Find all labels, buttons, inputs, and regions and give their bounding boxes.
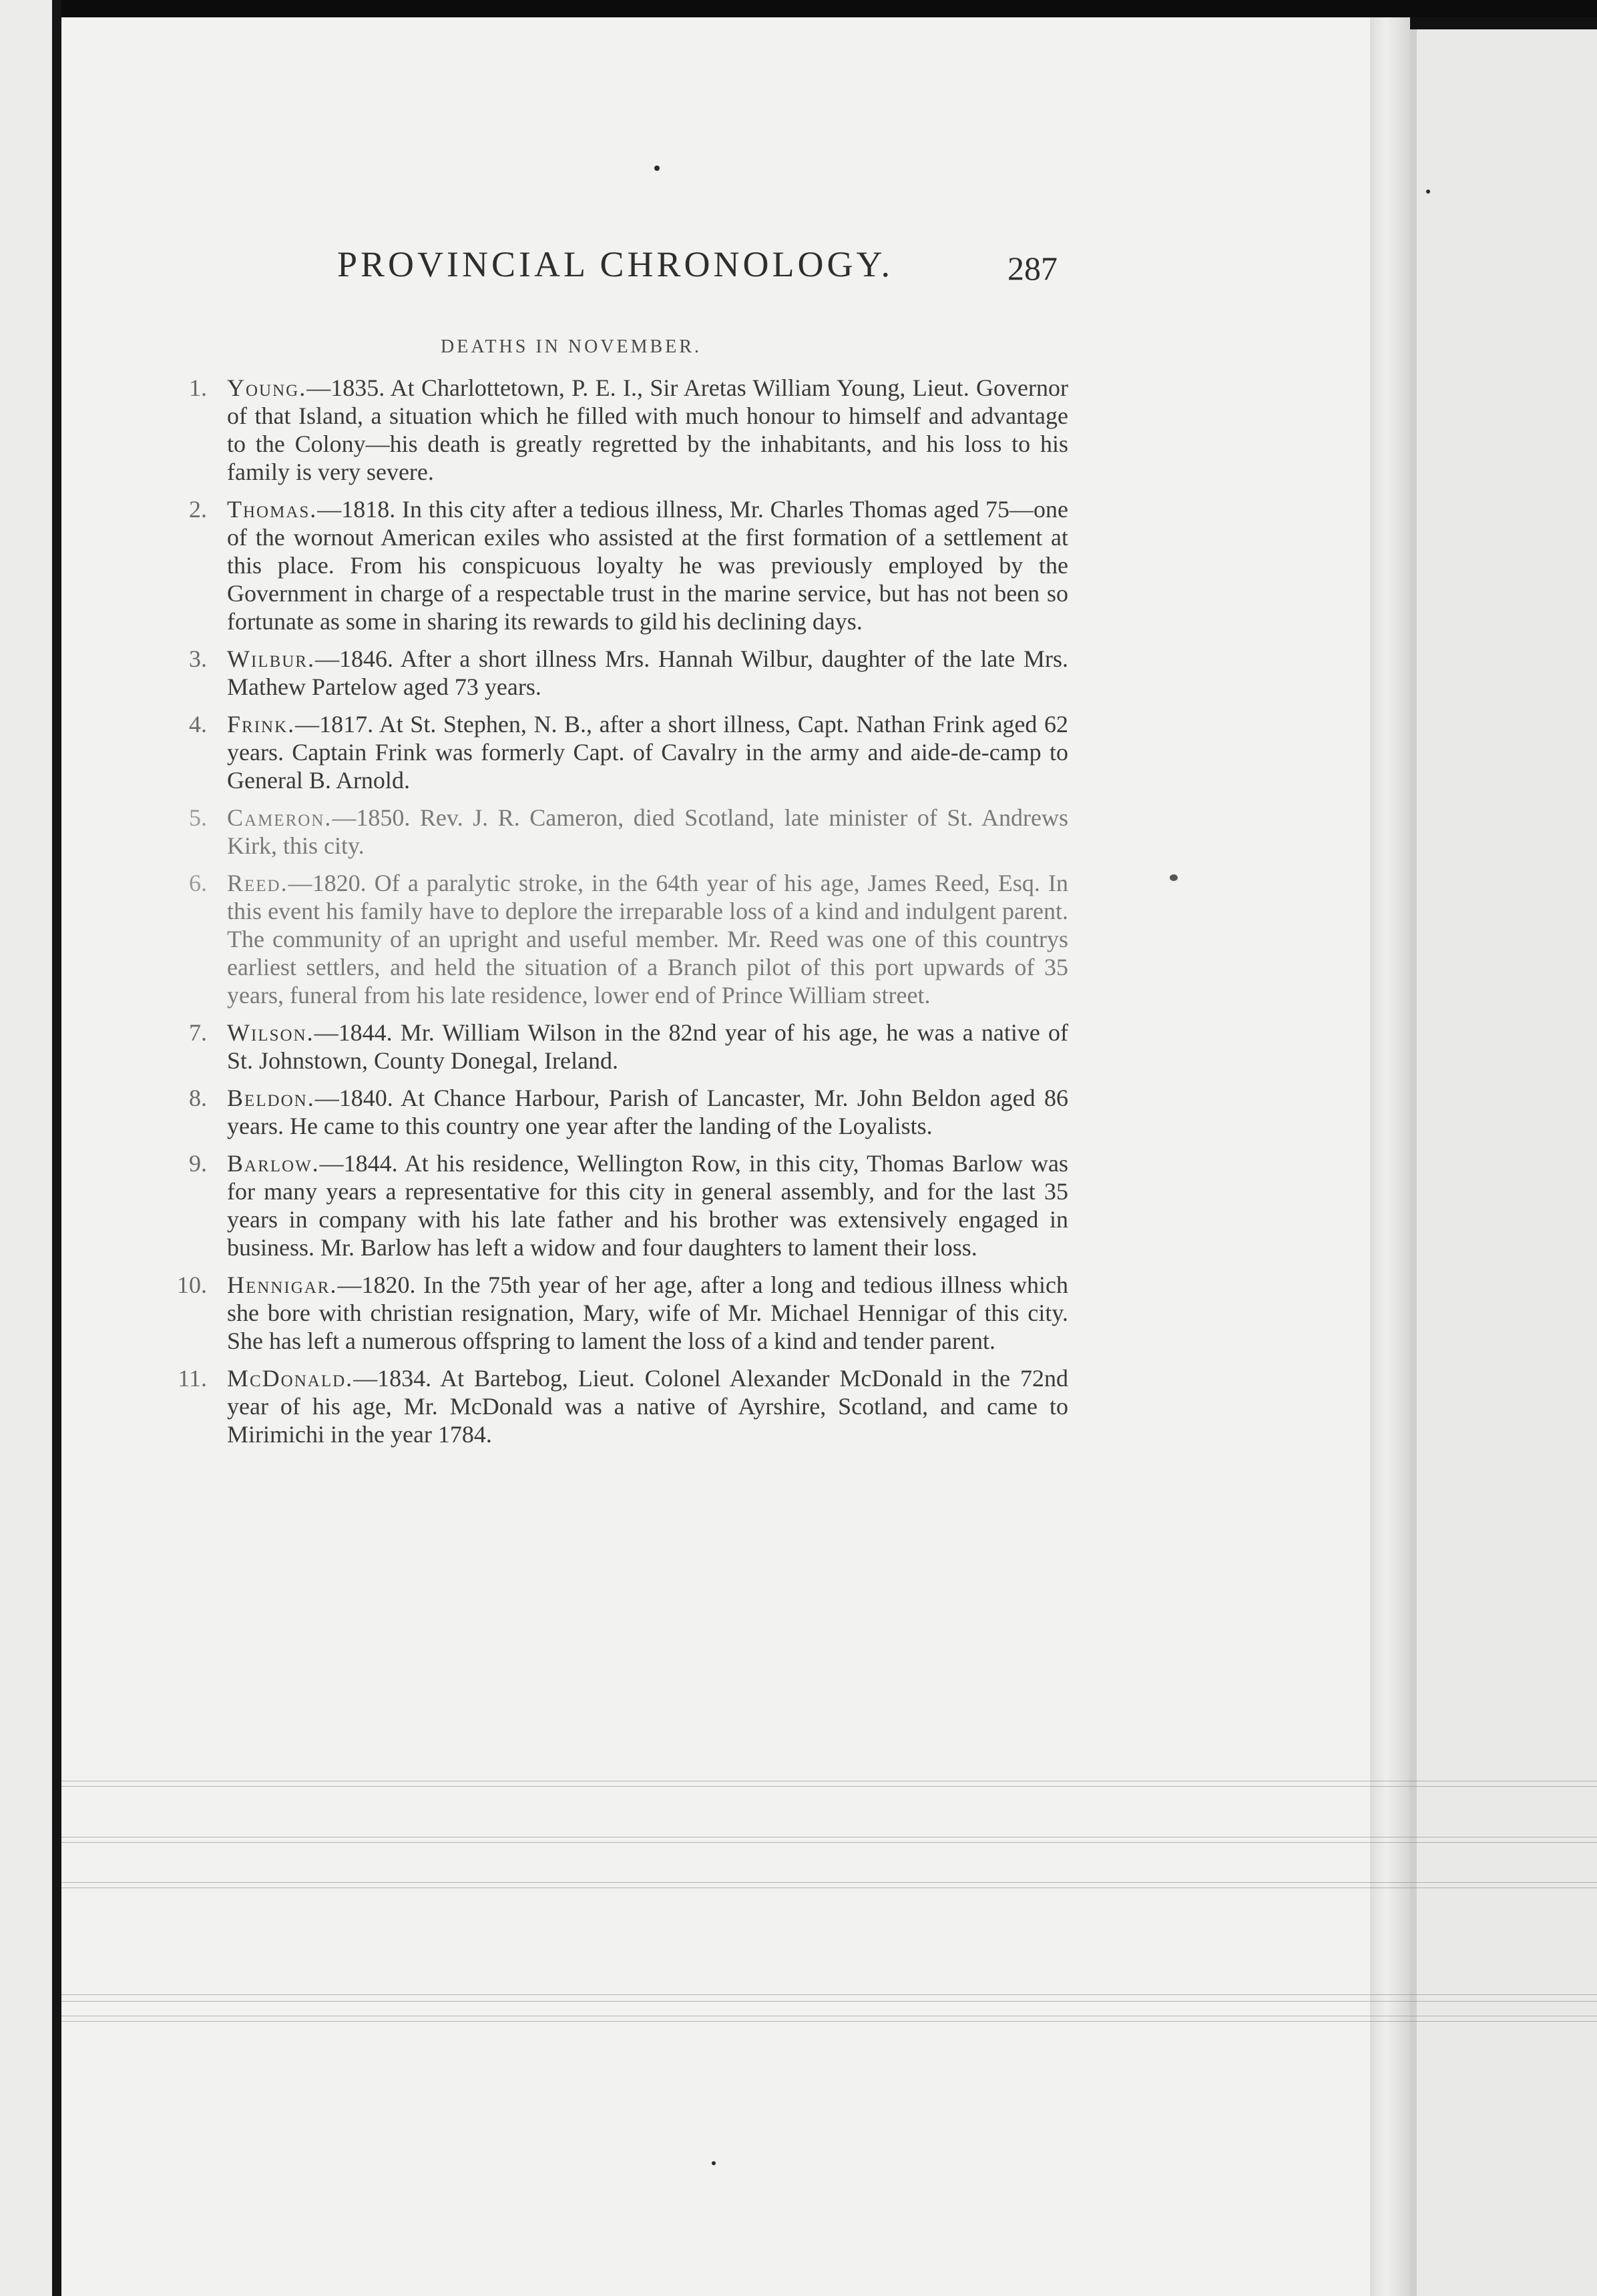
entry-surname: Reed. xyxy=(227,870,288,896)
entry-year: —1820. xyxy=(288,870,367,896)
entry-year: —1820. xyxy=(337,1271,416,1298)
entry-surname: Wilbur. xyxy=(227,645,315,672)
entry-cameron xyxy=(160,804,1068,860)
entry-day-number: 3. xyxy=(189,645,207,672)
scan-speck xyxy=(654,166,660,171)
entry-day-number: 5. xyxy=(189,804,207,831)
entry-day-number: 2. xyxy=(189,496,207,523)
scan-artifact-line xyxy=(61,2021,1597,2022)
entry-text: In the 75th year of her age, after a long and tedious illness which she bore with christian resignation, Mary, wife of Mr. Michael Hennigar of this city. She has left a numerous offspring to lament the loss of a kind and tender parent. xyxy=(227,1271,1069,1354)
entry-hennigar xyxy=(160,1271,1068,1355)
entry-text: Rev. J. R. Cameron, died Scotland, late minister of St. Andrews Kirk, this city. xyxy=(227,804,1069,859)
entry-day-number: 8. xyxy=(189,1085,207,1111)
entry-year: —1817. xyxy=(295,711,374,738)
page-number: 287 xyxy=(1007,250,1058,287)
entry-text: Of a paralytic stroke, in the 64th year of his age, James Reed, Esq. In this event his family have to deplore the irreparable loss of a kind and indulgent parent. The community of an upright and useful member. Mr. Reed was one of this countrys earliest settlers, and held the situation of a Branch pilot of this port upwards of 35 years, funeral from his late residence, lower end of Prince William street. xyxy=(227,870,1069,1009)
entry-year: —1835. xyxy=(306,374,385,401)
entry-year: —1818. xyxy=(317,496,396,523)
entry-day-number: 10. xyxy=(177,1271,207,1298)
scan-artifact-line xyxy=(61,2001,1597,2002)
scan-artifact-line xyxy=(61,1994,1597,1995)
entry-text: At Charlottetown, P. E. I., Sir Aretas William Young, Lieut. Governor of that Island, a situation which he filled with much honour to himself and advantage to the Colony—his death is greatly regretted by the inhabitants, and his loss to his family is very severe. xyxy=(227,374,1068,485)
left-page-edge xyxy=(0,0,59,2296)
scan-speck xyxy=(1170,874,1178,881)
page-fold-shadow xyxy=(1370,17,1410,2296)
entry-wilson xyxy=(160,1019,1068,1075)
chronology-entries xyxy=(160,374,1068,1458)
entry-text: At Bartebog, Lieut. Colonel Alexander McDonald in the 72nd year of his age, Mr. McDonald was a native of Ayrshire, Scotland, and came to Mirimichi in the year 1784. xyxy=(227,1365,1069,1448)
entry-reed xyxy=(160,869,1068,1009)
entry-surname: Beldon. xyxy=(227,1085,315,1111)
entry-day-number: 9. xyxy=(189,1150,207,1177)
entry-surname: Hennigar. xyxy=(227,1271,338,1298)
entry-day-number: 11. xyxy=(178,1365,207,1392)
entry-day-number: 4. xyxy=(189,711,207,738)
entry-year: —1846. xyxy=(314,645,393,672)
entry-year: —1834. xyxy=(353,1365,432,1392)
entry-surname: Wilson. xyxy=(227,1019,314,1046)
entry-text: Mr. William Wilson in the 82nd year of his age, he was a native of St. Johnstown, County Donegal, Ireland. xyxy=(227,1019,1069,1074)
entry-year: —1844. xyxy=(314,1019,393,1046)
scan-speck xyxy=(712,2161,716,2165)
entry-mcdonald xyxy=(160,1364,1068,1448)
entry-year: —1840. xyxy=(314,1085,393,1111)
entry-frink xyxy=(160,710,1068,794)
entry-year: —1850. xyxy=(332,804,411,831)
entry-wilbur xyxy=(160,645,1068,701)
scan-artifact-line xyxy=(61,1842,1597,1843)
running-title: PROVINCIAL CHRONOLOGY. xyxy=(337,244,894,284)
section-heading: DEATHS IN NOVEMBER. xyxy=(441,336,702,357)
scan-speck xyxy=(1426,190,1430,194)
entry-beldon xyxy=(160,1084,1068,1140)
entry-surname: McDonald. xyxy=(227,1365,354,1392)
entry-thomas xyxy=(160,495,1068,635)
entry-young xyxy=(160,374,1068,486)
entry-text: In this city after a tedious illness, Mr. Charles Thomas aged 75—one of the wornout American exiles who assisted at the first formation of a settlement at this place. From his conspicuous loyalty he was previously employed by the Government in charge of a respectable trust in the marine service, but has not been so fortunate as some in sharing its rewards to gild his declining days. xyxy=(227,496,1069,635)
entry-text: At Chance Harbour, Parish of Lancaster, Mr. John Beldon aged 86 years. He came to this country one year after the landing of the Loyalists. xyxy=(227,1085,1068,1139)
entry-text: At his residence, Wellington Row, in this city, Thomas Barlow was for many years a representative for this city in general assembly, and for the last 35 years in company with his late father and his brother was extensively engaged in business. Mr. Barlow has left a widow and four daughters to lament their loss. xyxy=(227,1150,1069,1261)
entry-day-number: 6. xyxy=(189,870,207,896)
entry-barlow xyxy=(160,1149,1068,1261)
entry-text: At St. Stephen, N. B., after a short illness, Capt. Nathan Frink aged 62 years. Captain Frink was formerly Capt. of Cavalry in the army and aide-de-camp to General B. Arnold. xyxy=(227,711,1068,794)
entry-year: —1844. xyxy=(319,1150,398,1177)
entry-surname: Thomas. xyxy=(227,496,318,523)
entry-day-number: 7. xyxy=(189,1019,207,1046)
entry-surname: Barlow. xyxy=(227,1150,320,1177)
right-edge-shade xyxy=(1410,29,1417,2296)
scan-top-border xyxy=(0,0,1597,17)
scan-artifact-line xyxy=(61,1786,1597,1787)
page-header xyxy=(337,244,1072,304)
right-page-edge xyxy=(1410,29,1597,2296)
entry-text: After a short illness Mrs. Hannah Wilbur, daughter of the late Mrs. Mathew Partelow aged 73 years. xyxy=(227,645,1068,700)
entry-surname: Young. xyxy=(227,374,307,401)
scan-artifact-line xyxy=(61,1882,1597,1883)
binding-rule xyxy=(52,0,61,2296)
entry-surname: Cameron. xyxy=(227,804,332,831)
entry-day-number: 1. xyxy=(189,374,207,401)
entry-surname: Frink. xyxy=(227,711,296,738)
